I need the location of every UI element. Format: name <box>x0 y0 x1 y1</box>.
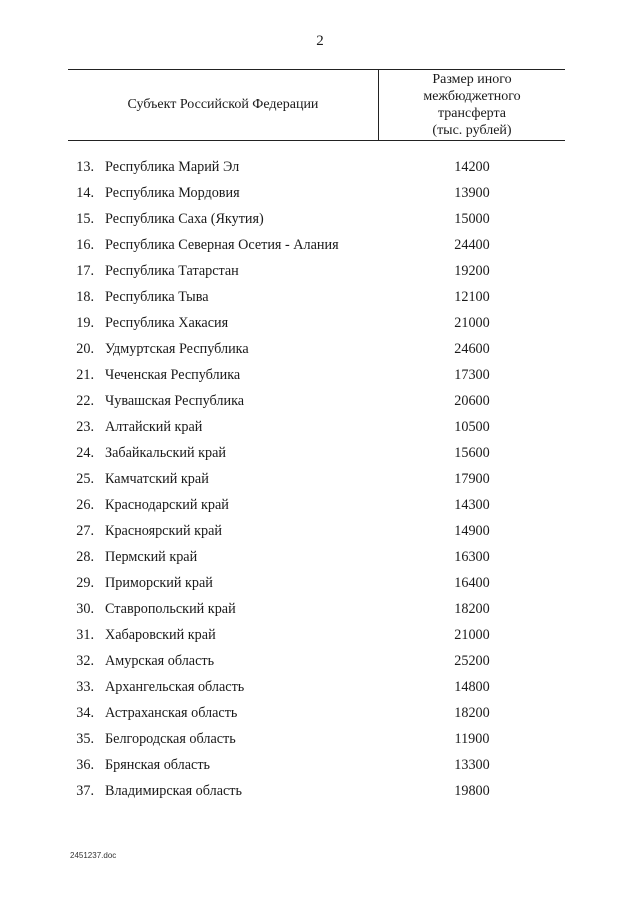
row-number: 14. <box>76 185 94 201</box>
transfer-amount: 16400 <box>454 575 490 591</box>
row-number: 17. <box>76 263 94 279</box>
region-name: Приморский край <box>105 575 213 591</box>
region-name: Республика Тыва <box>105 289 209 305</box>
table-row <box>68 414 565 440</box>
table-row <box>68 544 565 570</box>
table-row <box>68 622 565 648</box>
table-row <box>68 674 565 700</box>
region-name: Республика Саха (Якутия) <box>105 211 264 227</box>
region-name: Хабаровский край <box>105 627 216 643</box>
table-row <box>68 388 565 414</box>
region-name: Астраханская область <box>105 705 238 721</box>
transfer-amount: 13300 <box>454 757 490 773</box>
header-amount <box>379 70 565 140</box>
table-row <box>68 492 565 518</box>
region-name: Камчатский край <box>105 471 209 487</box>
region-name: Чувашская Республика <box>105 393 245 409</box>
transfer-amount: 14200 <box>454 159 490 175</box>
table-row <box>68 518 565 544</box>
transfer-amount: 17300 <box>454 367 490 383</box>
region-name: Краснодарский край <box>105 497 229 513</box>
row-number: 29. <box>76 575 94 591</box>
table-row <box>68 778 565 804</box>
table-row <box>68 596 565 622</box>
row-number: 31. <box>76 627 94 643</box>
transfer-amount: 16300 <box>454 549 490 565</box>
region-name: Республика Северная Осетия - Алания <box>105 237 339 253</box>
header-amount-line: (тыс. рублей) <box>432 123 512 138</box>
table-body <box>68 154 565 804</box>
transfer-amount: 11900 <box>454 731 490 747</box>
table-row <box>68 258 565 284</box>
table-row <box>68 232 565 258</box>
row-number: 24. <box>76 445 94 461</box>
transfer-amount: 14800 <box>454 679 490 695</box>
transfer-amount: 10500 <box>454 419 490 435</box>
transfer-amount: 12100 <box>454 289 490 305</box>
region-name: Республика Марий Эл <box>105 159 240 175</box>
table-row <box>68 440 565 466</box>
transfer-amount: 19800 <box>454 783 490 799</box>
row-number: 36. <box>76 757 94 773</box>
row-number: 25. <box>76 471 94 487</box>
row-number: 19. <box>76 315 94 331</box>
table-header <box>68 69 565 141</box>
row-number: 33. <box>76 679 94 695</box>
transfer-amount: 25200 <box>454 653 490 669</box>
region-name: Белгородская область <box>105 731 236 747</box>
region-name: Забайкальский край <box>105 445 226 461</box>
table-row <box>68 310 565 336</box>
table-row <box>68 700 565 726</box>
table-row <box>68 284 565 310</box>
region-name: Республика Мордовия <box>105 185 240 201</box>
row-number: 32. <box>76 653 94 669</box>
transfer-amount: 14300 <box>454 497 490 513</box>
header-amount-line: Размер иного <box>432 72 512 87</box>
region-name: Республика Татарстан <box>105 263 239 279</box>
row-number: 28. <box>76 549 94 565</box>
page-number: 2 <box>316 33 324 49</box>
region-name: Пермский край <box>105 549 198 565</box>
row-number: 37. <box>76 783 94 799</box>
transfer-amount: 18200 <box>454 705 490 721</box>
row-number: 35. <box>76 731 94 747</box>
region-name: Амурская область <box>105 653 215 669</box>
region-name: Архангельская область <box>105 679 245 695</box>
region-name: Чеченская Республика <box>105 367 241 383</box>
table-row <box>68 648 565 674</box>
transfer-amount: 18200 <box>454 601 490 617</box>
table-row <box>68 336 565 362</box>
region-name: Алтайский край <box>105 419 203 435</box>
header-amount-line: трансферта <box>438 106 506 121</box>
transfer-amount: 17900 <box>454 471 490 487</box>
region-name: Удмуртская Республика <box>105 341 249 357</box>
row-number: 34. <box>76 705 94 721</box>
region-name: Красноярский край <box>105 523 222 539</box>
region-name: Ставропольский край <box>105 601 236 617</box>
table-row <box>68 180 565 206</box>
region-name: Брянская область <box>105 757 211 773</box>
table-row <box>68 726 565 752</box>
transfer-amount: 24400 <box>454 237 490 253</box>
row-number: 23. <box>76 419 94 435</box>
region-name: Владимирская область <box>105 783 242 799</box>
row-number: 13. <box>76 159 94 175</box>
document-code: 2451237.doc <box>70 851 117 860</box>
row-number: 15. <box>76 211 94 227</box>
table-row <box>68 154 565 180</box>
table-row <box>68 570 565 596</box>
transfer-amount: 24600 <box>454 341 490 357</box>
header-subject: Субъект Российской Федерации <box>127 97 319 112</box>
row-number: 16. <box>76 237 94 253</box>
transfer-amount: 15000 <box>454 211 490 227</box>
row-number: 27. <box>76 523 94 539</box>
transfer-amount: 21000 <box>454 315 490 331</box>
row-number: 21. <box>76 367 94 383</box>
table-row <box>68 362 565 388</box>
table-row <box>68 206 565 232</box>
transfer-amount: 13900 <box>454 185 490 201</box>
table-row <box>68 466 565 492</box>
row-number: 26. <box>76 497 94 513</box>
row-number: 18. <box>76 289 94 305</box>
transfer-amount: 20600 <box>454 393 490 409</box>
region-name: Республика Хакасия <box>105 315 229 331</box>
row-number: 22. <box>76 393 94 409</box>
transfer-amount: 19200 <box>454 263 490 279</box>
transfer-amount: 21000 <box>454 627 490 643</box>
row-number: 20. <box>76 341 94 357</box>
transfer-amount: 15600 <box>454 445 490 461</box>
transfer-amount: 14900 <box>454 523 490 539</box>
row-number: 30. <box>76 601 94 617</box>
table-row <box>68 752 565 778</box>
header-amount-line: межбюджетного <box>423 89 521 104</box>
